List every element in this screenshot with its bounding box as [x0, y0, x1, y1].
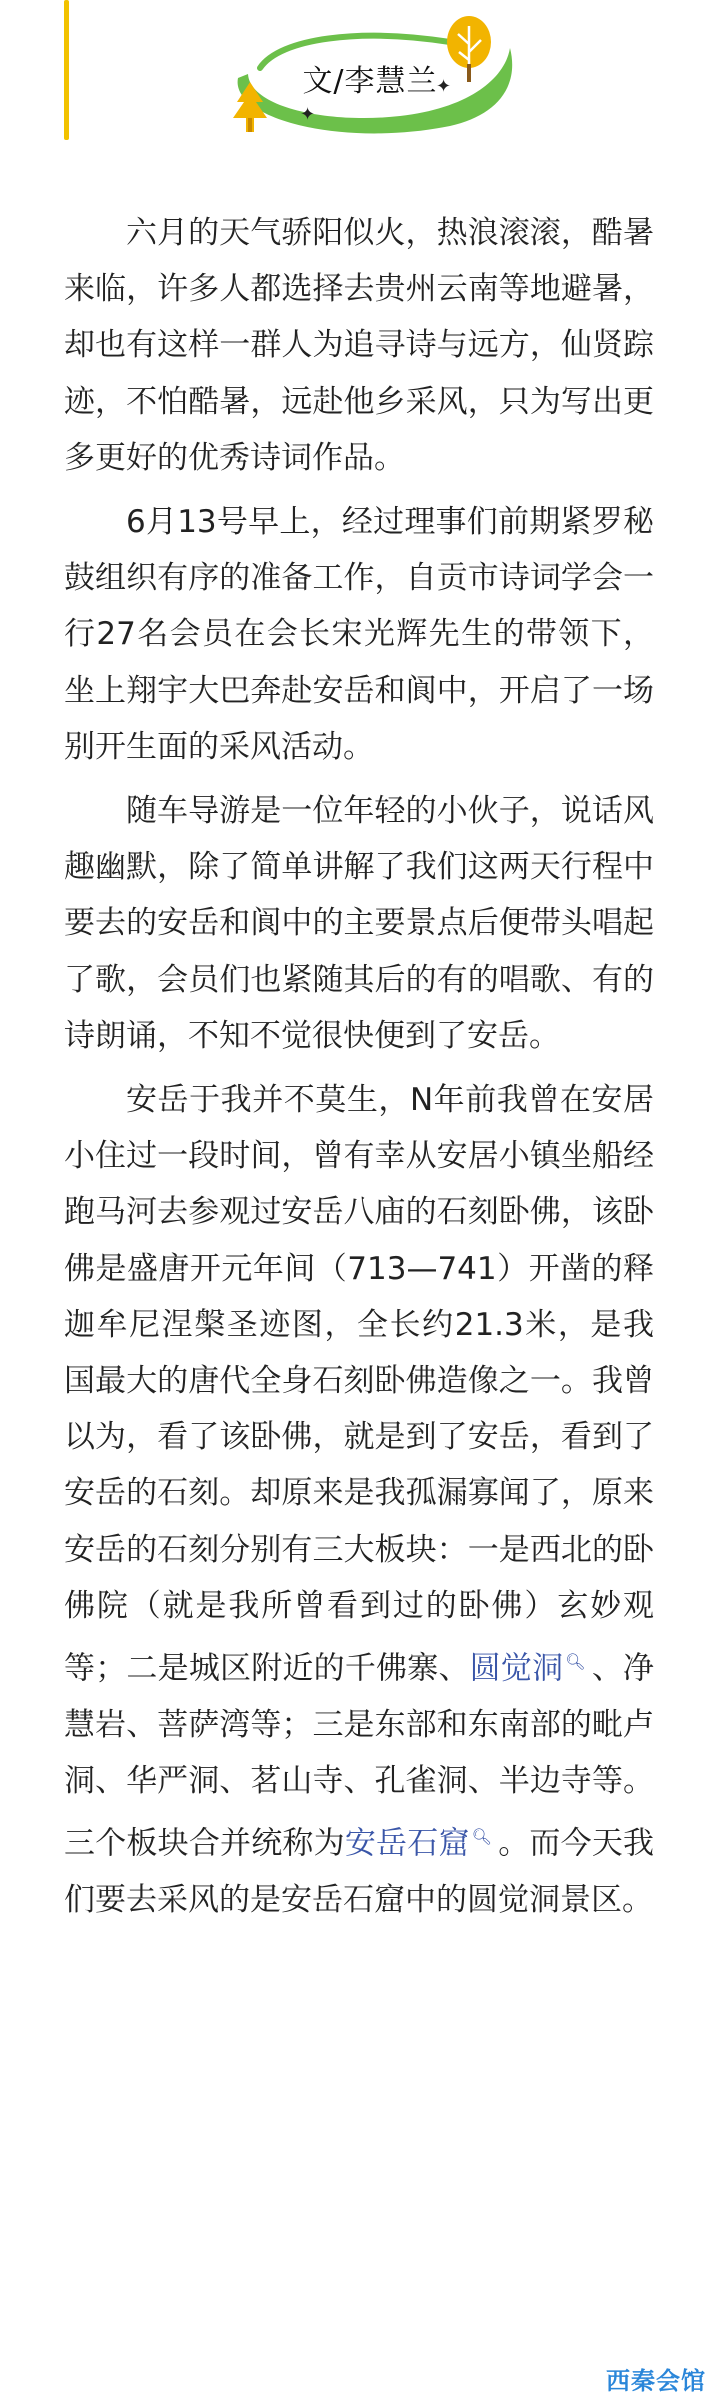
left-accent-bar	[64, 0, 69, 140]
paragraph-4-text-c: 。而今天我们要去采风的是安岳石窟中的圆觉洞景区。	[64, 1825, 655, 1918]
paragraph-4-text-a: 安岳于我并不莫生，N年前我曾在安居小住过一段时间，曾有幸从安居小镇坐船经跑马河去参观过安岳八庙的石刻卧佛，该卧佛是盛唐开元年间（713—741）开凿的释迦牟尼涅槃圣迹图，全长约21.3米，是我国最大的唐代全身石刻卧佛造像之一。我曾以为，看了该卧佛，就是到了安岳，看到了安岳的石刻。却原来是我孤漏寡闻了，原来安岳的石刻分别有三大板块：一是西北的卧佛院（就是我所曾看到过的卧佛）玄妙观等；二是城区附近的千佛寨、	[64, 1082, 654, 1687]
watermark-logo: 西秦会馆	[606, 2367, 706, 2395]
autumn-tree-icon	[442, 14, 496, 84]
paragraph-4	[64, 1072, 654, 1928]
paragraph-3: 随车导游是一位年轻的小伙子，说话风趣幽默，除了简单讲解了我们这两天行程中要去的安岳和阆中的主要景点后便带头唱起了歌，会员们也紧随其后的有的唱歌、有的诗朗诵，不知不觉很快便到了安岳。	[64, 793, 654, 1054]
search-icon[interactable]: 🔍︎	[565, 1652, 586, 1672]
paragraph-4-text-b: 、净慧岩、菩萨湾等；三是东部和东南部的毗卢洞、华严洞、茗山寺、孔雀洞、半边寺等。三个板块合并统称为	[64, 1650, 655, 1862]
anyue-grottoes-link[interactable]: 安岳石窟	[344, 1825, 470, 1862]
sparkle-icon: ✦	[436, 76, 452, 97]
search-icon[interactable]: 🔍︎	[471, 1827, 493, 1847]
yuanjue-cave-link[interactable]: 圆觉洞	[469, 1650, 564, 1687]
sparkle-icon: ✦	[300, 104, 316, 125]
author-name: 文/李慧兰	[302, 64, 438, 99]
paragraph-1: 六月的天气骄阳似火，热浪滚滚，酷暑来临，许多人都选择去贵州云南等地避暑，却也有这样一群人为追寻诗与远方，仙贤踪迹，不怕酷暑，远赴他乡采风，只为写出更多更好的优秀诗词作品。	[64, 215, 654, 476]
pine-tree-icon	[230, 80, 270, 135]
paragraph-2: 6月13号早上，经过理事们前期紧罗秘鼓组织有序的准备工作，自贡市诗词学会一行27名会员在会长宋光辉先生的带领下，坐上翔宇大巴奔赴安岳和阆中，开启了一场别开生面的采风活动。	[64, 504, 654, 765]
article-body	[64, 205, 654, 1936]
